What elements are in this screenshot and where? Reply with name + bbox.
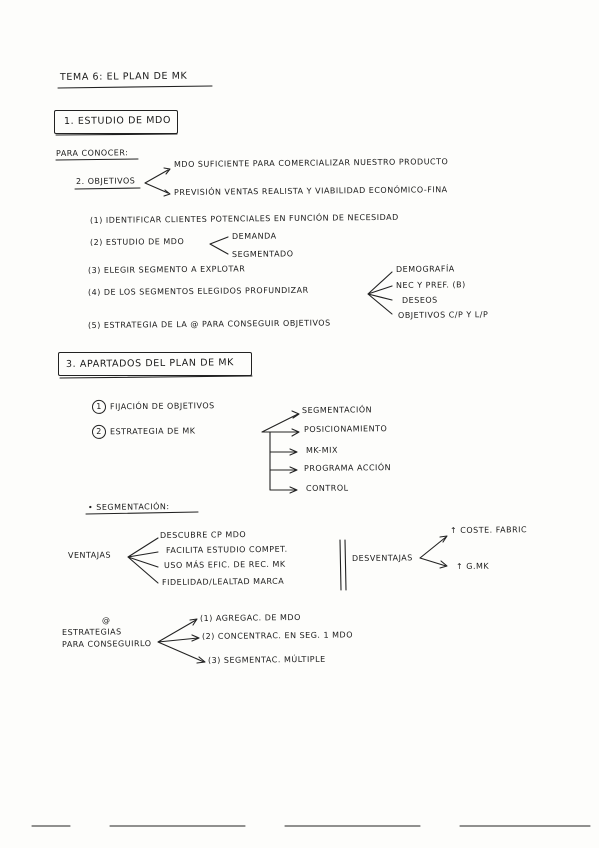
objetivos-label: 2. OBJETIVOS bbox=[75, 176, 136, 186]
estudio-sub-demanda: DEMANDA bbox=[231, 231, 277, 241]
ventajas-brace bbox=[128, 538, 158, 583]
objetivo-bottom-branch: PREVISIÓN VENTAS REALISTA Y VIABILIDAD ECONÓMICO-FINA bbox=[173, 185, 448, 197]
title-underline bbox=[58, 86, 212, 88]
estrategia-opcion-2: (2) CONCENTRAC. EN SEG. 1 MDO bbox=[201, 630, 354, 641]
estrategias-mark: @ bbox=[101, 615, 111, 625]
profundizar-demografia: DEMOGRAFÍA bbox=[395, 264, 455, 274]
step-2: (2) ESTUDIO DE MDO bbox=[89, 237, 185, 247]
estrategia-segmentacion: SEGMENTACIÓN bbox=[301, 405, 373, 415]
profundizar-objetivos: OBJETIVOS C/P Y L/P bbox=[397, 310, 489, 320]
step-1: (1) IDENTIFICAR CLIENTES POTENCIALES EN FUNCIÓN DE NECESIDAD bbox=[89, 212, 399, 225]
para-conocer-label: PARA CONOCER: bbox=[55, 148, 129, 158]
number-2-circle: 2 bbox=[92, 425, 106, 439]
objetivos-brace bbox=[145, 170, 168, 193]
ventajas-label: VENTAJAS bbox=[67, 550, 112, 560]
ventaja-1: DESCUBRE CP MDO bbox=[159, 530, 247, 540]
double-divider bbox=[340, 540, 346, 590]
estrategia-opcion-1: (1) AGREGAC. DE MDO bbox=[199, 612, 301, 623]
ventaja-4: FIDELIDAD/LEALTAD MARCA bbox=[161, 576, 285, 587]
number-1-circle: 1 bbox=[92, 400, 106, 414]
step-5: (5) ESTRATEGIA DE LA @ PARA CONSEGUIR OBJETIVOS bbox=[87, 318, 331, 330]
step-4: (4) DE LOS SEGMENTOS ELEGIDOS PROFUNDIZAR bbox=[87, 285, 309, 297]
desventaja-1: ↑ COSTE. FABRIC bbox=[449, 525, 528, 535]
para-conocer-underline bbox=[56, 159, 138, 160]
page-title: TEMA 6: EL PLAN DE MK bbox=[59, 70, 188, 83]
estudio-sub-segmentado: SEGMENTADO bbox=[231, 249, 294, 259]
objetivos-underline bbox=[75, 188, 140, 189]
estrategia-mk-mix: MK-MIX bbox=[305, 445, 338, 455]
estrategia-posicionamiento: POSICIONAMIENTO bbox=[303, 424, 388, 434]
estrategia-programa-accion: PROGRAMA ACCIÓN bbox=[303, 463, 392, 473]
apartado-1-label: FIJACIÓN DE OBJETIVOS bbox=[109, 401, 215, 412]
desventajas-label: DESVENTAJAS bbox=[351, 553, 413, 563]
apartado-2-label: ESTRATEGIA DE MK bbox=[109, 426, 196, 437]
desventaja-2: ↑ G.MK bbox=[455, 561, 490, 571]
profundizar-nec-pref: NEC Y PREF. (B) bbox=[395, 280, 466, 290]
profundizar-brace bbox=[368, 272, 392, 314]
profundizar-deseos: DESEOS bbox=[401, 295, 438, 305]
segmentacion-underline bbox=[86, 512, 198, 514]
apartado-2 bbox=[92, 424, 196, 439]
estrategias-label: ESTRATEGIAS bbox=[61, 627, 122, 637]
step-3: (3) ELEGIR SEGMENTO A EXPLOTAR bbox=[87, 264, 246, 275]
estrategias-label-2: PARA CONSEGUIRLO bbox=[61, 639, 152, 649]
estudio-brace bbox=[210, 237, 228, 254]
estrategia-opcion-3: (3) SEGMENTAC. MÚLTIPLE bbox=[207, 654, 326, 665]
apartado-1 bbox=[92, 399, 215, 414]
estrategia-tree bbox=[262, 414, 298, 490]
ventaja-3: USO MÁS EFIC. DE REC. MK bbox=[163, 559, 286, 570]
segmentacion-heading: • SEGMENTACIÓN: bbox=[87, 502, 170, 512]
objetivo-top-branch: MDO SUFICIENTE PARA COMERCIALIZAR NUESTRO PRODUCTO bbox=[173, 157, 449, 169]
estrategia-control: CONTROL bbox=[305, 483, 349, 493]
section1-heading: 1. ESTUDIO DE MDO bbox=[63, 114, 172, 127]
ventaja-2: FACILITA ESTUDIO COMPET. bbox=[165, 544, 288, 555]
section3-box-shadow bbox=[60, 376, 252, 378]
section3-heading: 3. APARTADOS DEL PLAN DE MK bbox=[65, 357, 235, 370]
section1-box-shadow bbox=[56, 134, 177, 135]
estrategias-brace bbox=[158, 620, 204, 662]
